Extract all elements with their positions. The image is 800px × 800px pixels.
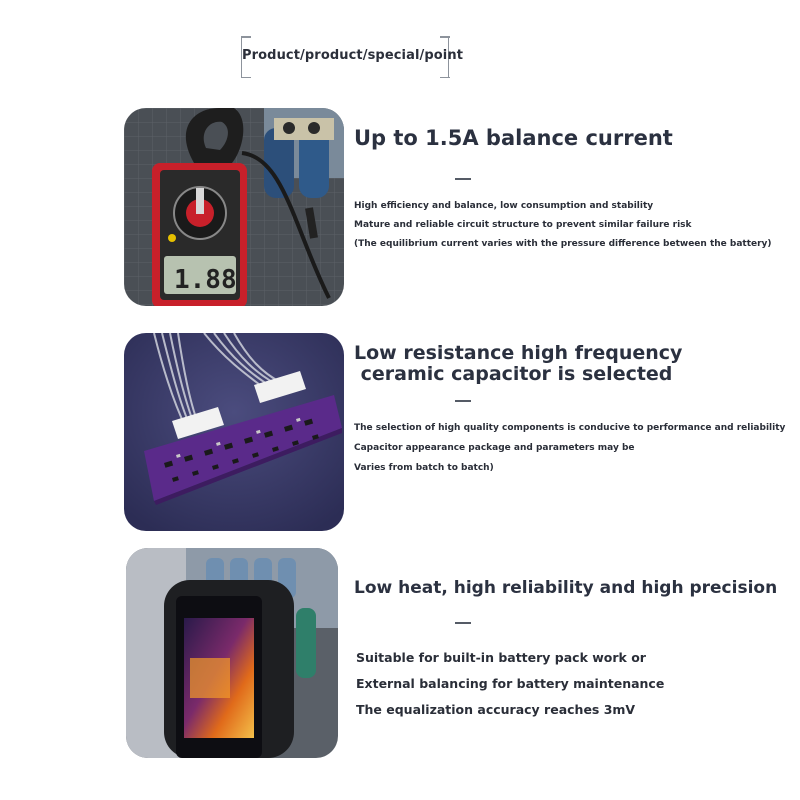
meter-reading: 1.88 [174, 265, 237, 295]
feature-2-line-1: The selection of high quality components is conducive to performance and reliability [354, 423, 786, 433]
header-frame [241, 36, 464, 78]
purple-pcb-photo [124, 333, 344, 531]
thermal-camera-photo [126, 548, 338, 758]
feature-2-dash [455, 400, 471, 402]
feature-2-title-line-2: ceramic capacitor is selected [354, 363, 673, 385]
feature-3-line-1: Suitable for built-in battery pack work or [356, 650, 646, 665]
feature-3-title: Low heat, high reliability and high precision [354, 578, 778, 598]
feature-1-line-1: High efficiency and balance, low consumption and stability [354, 201, 654, 211]
feature-3-line-2: External balancing for battery maintenance [356, 676, 665, 691]
feature-2-line-2: Capacitor appearance package and parameters may be [354, 443, 635, 453]
feature-1-line-2: Mature and reliable circuit structure to prevent similar failure risk [354, 220, 692, 230]
feature-1-dash [455, 178, 471, 180]
feature-3-line-3: The equalization accuracy reaches 3mV [356, 702, 636, 717]
feature-2-title-line-1: Low resistance high frequency [354, 342, 683, 364]
feature-1-line-3: (The equilibrium current varies with the pressure difference between the battery) [354, 239, 772, 249]
feature-2-line-3: Varies from batch to batch) [354, 463, 494, 473]
feature-2-title [354, 343, 682, 385]
feature-3-dash [455, 622, 471, 624]
header-title: Product/product/special/point [242, 48, 464, 63]
clamp-meter-photo [124, 108, 344, 306]
feature-1-title: Up to 1.5A balance current [354, 126, 673, 150]
